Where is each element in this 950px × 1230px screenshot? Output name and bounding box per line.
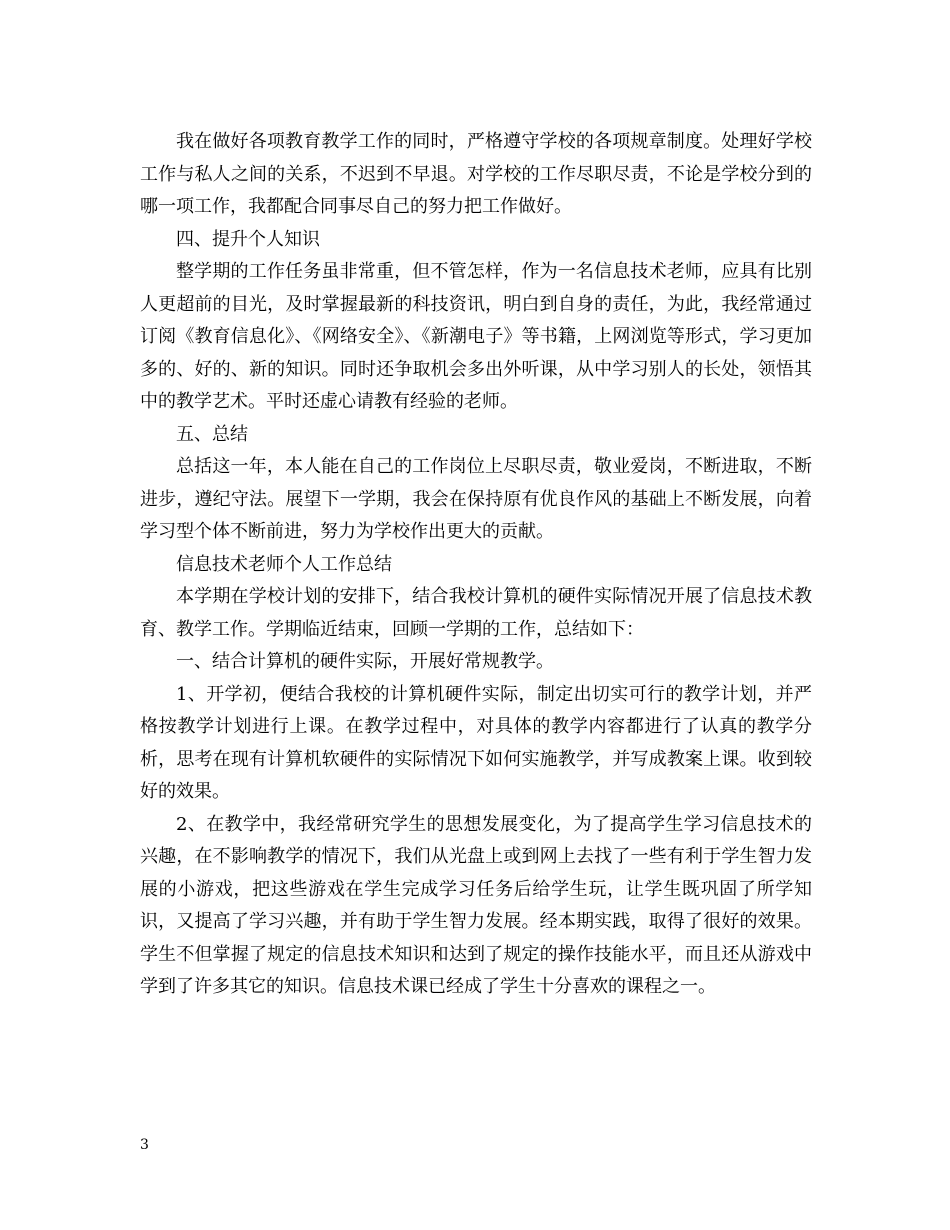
heading-improve-knowledge: 四、提升个人知识 [176, 228, 320, 250]
page-number: 3 [140, 1137, 149, 1153]
paragraph-item-2: 2、在教学中，我经常研究学生的思想发展变化，为了提高学生学习信息技术的兴趣，在不影响教学的情况下，我们从光盘上或到网上去找了一些有利于学生智力发展的小游戏，把这些游戏在学生完成学习任务后给学生玩，让学生既巩固了所学知识，又提高了学习兴趣，并有助于学生智力发展。经本期实践，取得了很好的效果。学生不但掌握了规定的信息技术知识和达到了规定的操作技能水平，而且还从游戏中学到了许多其它的知识。信息技术课已经成了学生十分喜欢的课程之一。 [140, 813, 812, 997]
section-title: 信息技术老师个人工作总结 [176, 553, 392, 575]
paragraph-knowledge: 整学期的工作任务虽非常重，但不管怎样，作为一名信息技术老师，应具有比别人更超前的目光，及时掌握最新的科技资讯，明白到自身的责任，为此，我经常通过订阅《教育信息化》、《网络安全》、《新潮电子》等书籍，上网浏览等形式，学习更加多的、好的、新的知识。同时还争取机会多出外听课，从中学习别人的长处，领悟其中的教学艺术。平时还虚心请教有经验的老师。 [140, 261, 812, 412]
paragraph-item-1: 1、开学初，便结合我校的计算机硬件实际，制定出切实可行的教学计划，并严格按教学计划进行上课。在教学过程中，对具体的教学内容都进行了认真的教学分析，思考在现有计算机软硬件的实际情况下如何实施教学，并写成教案上课。收到较好的效果。 [140, 683, 812, 802]
paragraph-intro: 本学期在学校计划的安排下，结合我校计算机的硬件实际情况开展了信息技术教育、教学工作。学期临近结束，回顾一学期的工作，总结如下： [140, 586, 812, 640]
heading-routine-teaching: 一、结合计算机的硬件实际，开展好常规教学。 [176, 651, 554, 672]
paragraph-summary: 总括这一年，本人能在自己的工作岗位上尽职尽责，敬业爱岗，不断进取，不断进步，遵纪守法。展望下一学期，我会在保持原有优良作风的基础上不断发展，向着学习型个体不断前进，努力为学校作出更大的贡献。 [140, 456, 812, 542]
document-body [140, 126, 812, 1004]
paragraph-school-rules: 我在做好各项教育教学工作的同时，严格遵守学校的各项规章制度。处理好学校工作与私人之间的关系，不迟到不早退。对学校的工作尽职尽责，不论是学校分到的哪一项工作，我都配合同事尽自己的努力把工作做好。 [140, 131, 812, 217]
heading-summary: 五、总结 [176, 423, 248, 445]
